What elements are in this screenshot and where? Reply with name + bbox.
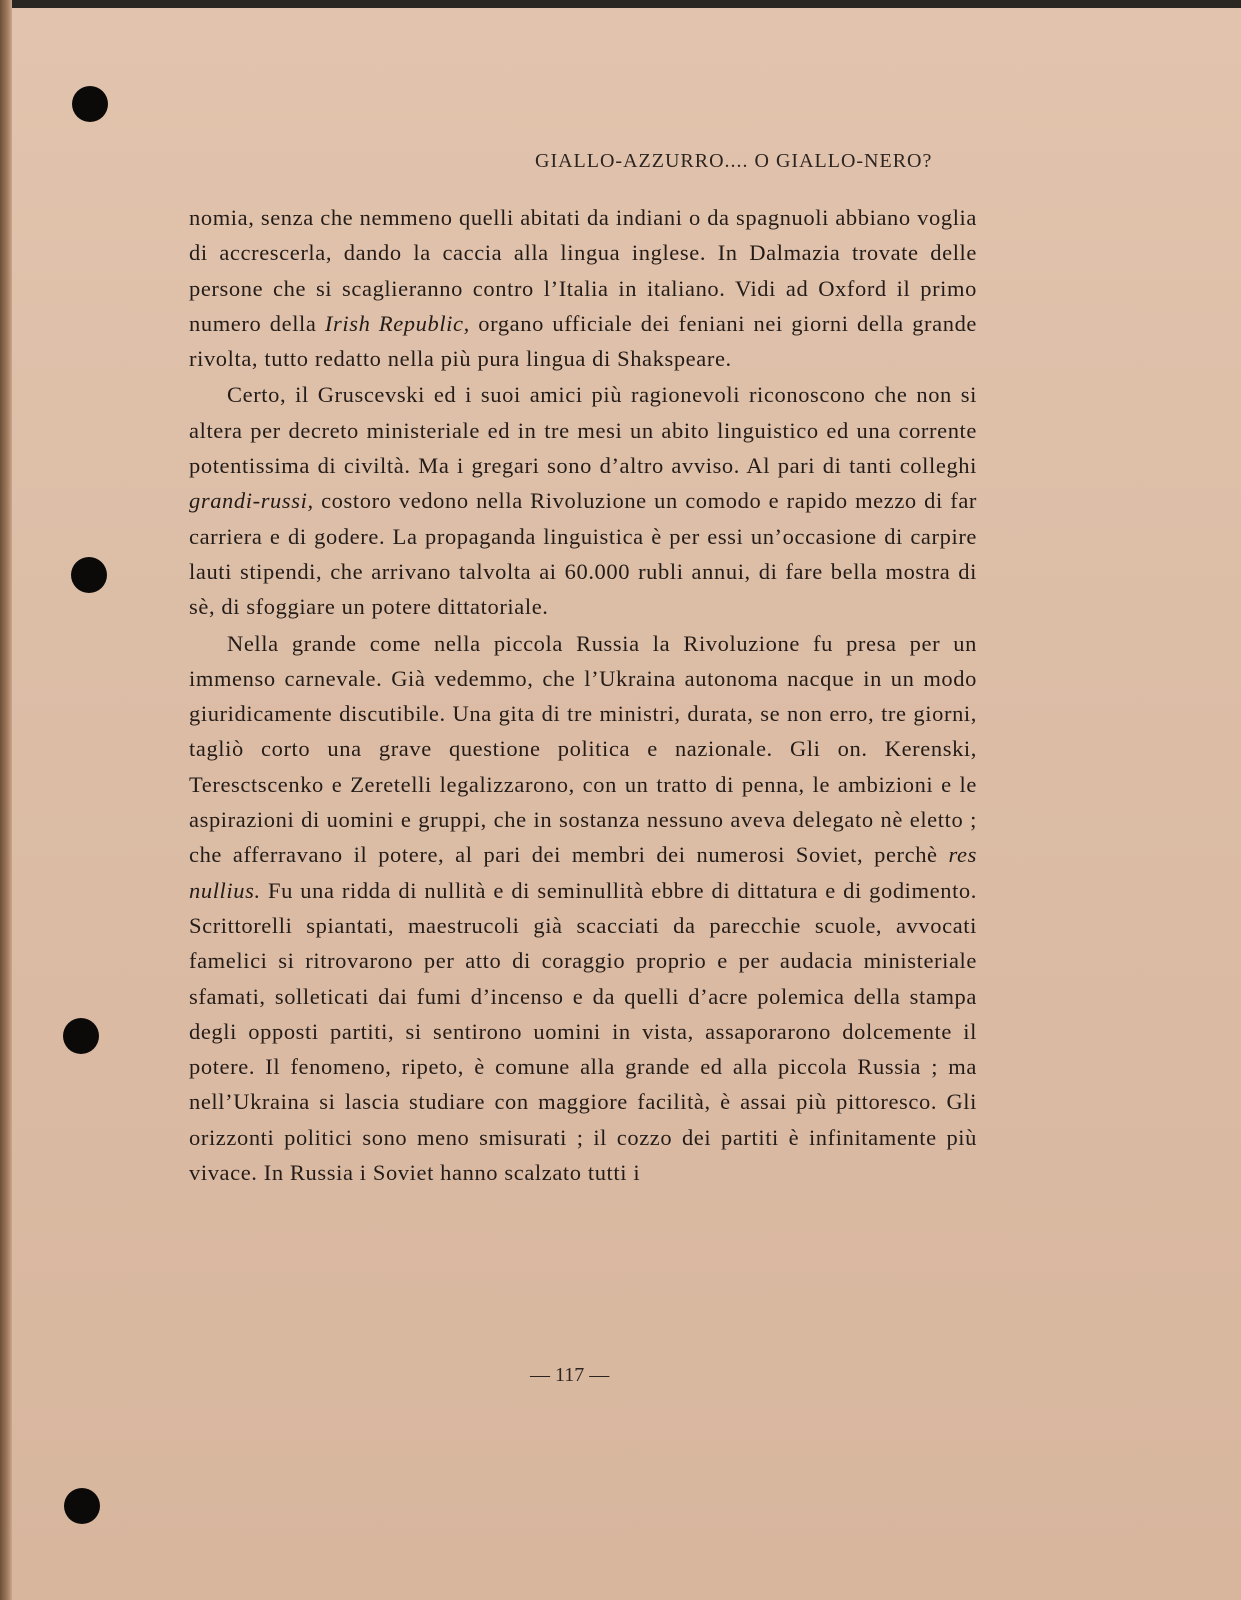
paragraph-text: Nella grande come nella piccola Russia la Rivoluzione fu presa per un immenso carnevale. Già vedemmo, che l’Ukraina autonoma nacque in un modo giuridicamente discutibile. Una gita di tre ministri, durata, se non erro, tre giorni, tagliò corto una grave questione politica e nazionale. Gli on. Kerenski, Teresctscenko e Zeretelli legalizzarono, con un tratto di penna, le ambizioni e le aspirazioni di uomini e gruppi, che in sostanza nessuno aveva delegato nè eletto ; che afferravano il potere, al pari dei membri dei numerosi Soviet, perchè: [189, 630, 977, 868]
binding-edge: [0, 0, 12, 1600]
paragraph: [189, 377, 977, 624]
paragraph-text: nomia, senza che nemmeno quelli abitati da indiani o da spagnuoli abbiano voglia di accrescerla, dando la caccia alla lingua inglese. In Dalmazia trovate delle persone che si scaglieranno contro l’Italia in italiano. Vidi ad Oxford il primo numero della: [189, 205, 977, 336]
paragraph: [189, 200, 977, 376]
italic-term: res nullius.: [189, 842, 977, 903]
punch-hole: [64, 1488, 100, 1524]
paragraph-text: Fu una ridda di nullità e di seminullità ebbre di dittatura e di godimento. Scrittorelli spiantati, maestrucoli già scacciati da parecchie scuole, avvocati famelici si ritrovarono per atto di coraggio proprio e per audacia ministeriale sfamati, solleticati dai fumi d’incenso e da quelli d’acre polemica della stampa degli opposti partiti, si sentirono uomini in vista, assaporarono dolcemente il potere. Il fenomeno, ripeto, è comune alla grande ed alla piccola Russia ; ma nell’Ukraina si lascia studiare con maggiore facilità, è assai più pittoresco. Gli orizzonti politici sono meno smisurati ; il cozzo dei partiti è infinitamente più vivace. In Russia i Soviet hanno scalzato tutti i: [189, 877, 977, 1186]
running-head: GIALLO-AZZURRO.... O GIALLO-NERO?: [535, 150, 933, 172]
italic-term: grandi-russi,: [189, 488, 314, 514]
paragraph-text: Certo, il Gruscevski ed i suoi amici più ragionevoli riconoscono che non si altera per decreto ministeriale ed in tre mesi un abito linguistico ed una corrente potentissima di civiltà. Ma i gregari sono d’altro avviso. Al pari di tanti colleghi: [189, 382, 977, 479]
punch-hole: [72, 86, 108, 122]
punch-hole: [63, 1018, 99, 1054]
scan-top-edge: [0, 0, 1241, 8]
italic-title: Irish Republic,: [324, 310, 470, 336]
paragraph-text: organo ufficiale dei feniani nei giorni della grande rivolta, tutto redatto nella più pura lingua di Shakspeare.: [189, 310, 978, 372]
punch-hole: [71, 557, 107, 593]
paragraph: [189, 626, 977, 1191]
page-number: — 117 —: [530, 1364, 610, 1386]
paragraph-text: costoro vedono nella Rivoluzione un comodo e rapido mezzo di far carriera e di godere. La propaganda linguistica è per essi un’occasione di carpire lauti stipendi, che arrivano talvolta ai 60.000 rubli annui, di fare bella mostra di sè, di sfoggiare un potere dittatoriale.: [189, 488, 977, 620]
body-text: [189, 200, 977, 1190]
